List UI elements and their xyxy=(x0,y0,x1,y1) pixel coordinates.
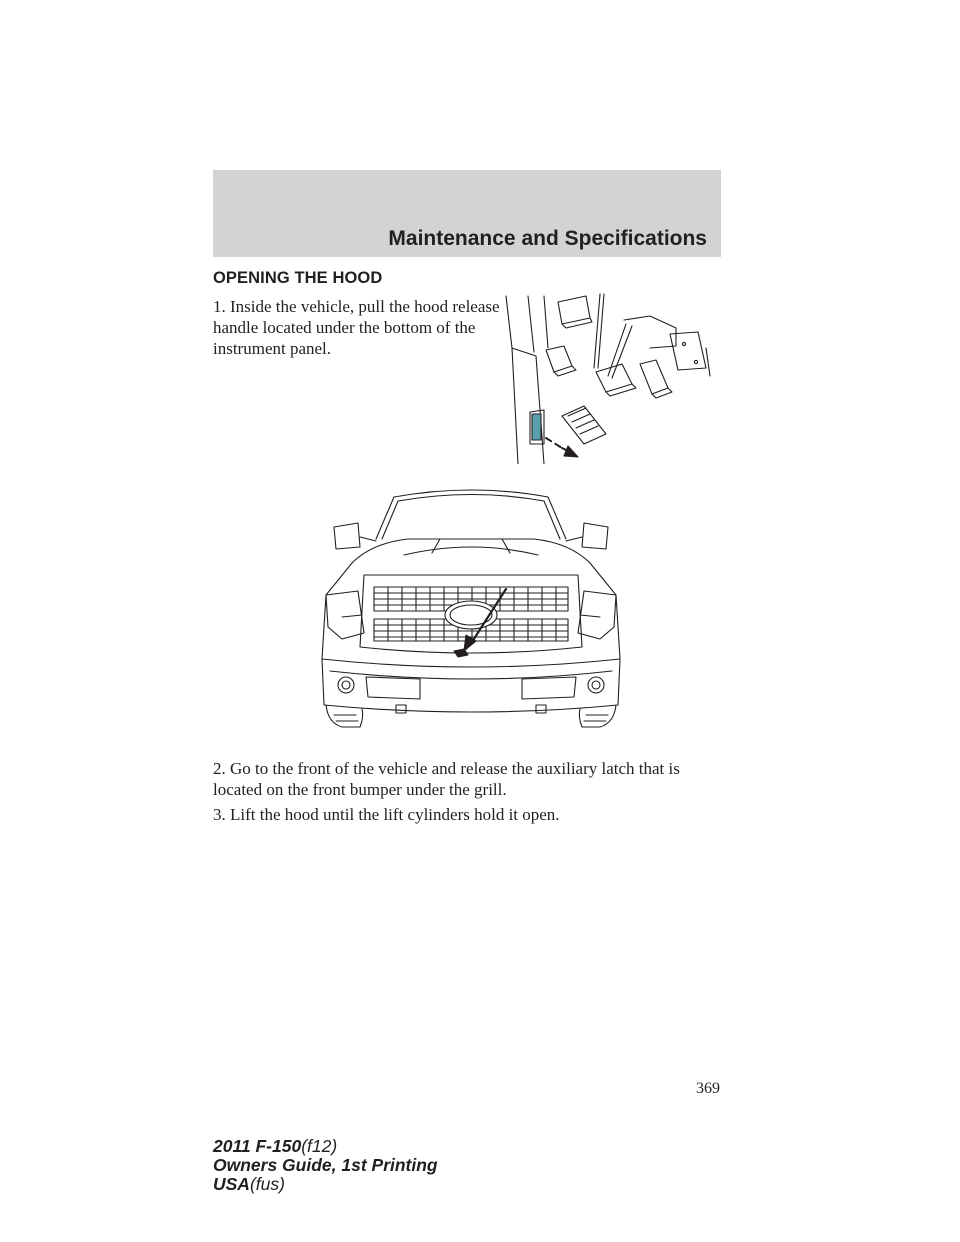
section-heading: OPENING THE HOOD xyxy=(213,269,383,287)
footer-line-2 xyxy=(213,1156,438,1175)
step-1-text: 1. Inside the vehicle, pull the hood release handle located under the bottom of the instrument panel. xyxy=(213,297,500,358)
header-band xyxy=(213,170,721,257)
print-footer xyxy=(213,1137,438,1194)
footer-line-3 xyxy=(213,1175,438,1194)
footer-market-code: (fus) xyxy=(249,1174,285,1194)
truck-front-auxiliary-latch-illustration xyxy=(312,483,630,730)
chapter-title: Maintenance and Specifications xyxy=(388,227,707,250)
page-number: 369 xyxy=(696,1080,720,1097)
footer-model-code: (f12) xyxy=(301,1136,338,1156)
step-2-text: 2. Go to the front of the vehicle and release the auxiliary latch that is located on the front bumper under the grill. xyxy=(213,759,680,799)
footer-line-1 xyxy=(213,1137,438,1156)
step-3-text: 3. Lift the hood until the lift cylinders hold it open. xyxy=(213,805,560,824)
footer-printing: Owners Guide, 1st Printing xyxy=(213,1155,438,1175)
hood-release-handle-illustration xyxy=(500,288,722,464)
footer-model: 2011 F-150 xyxy=(213,1136,302,1156)
footer-market: USA xyxy=(213,1174,250,1194)
